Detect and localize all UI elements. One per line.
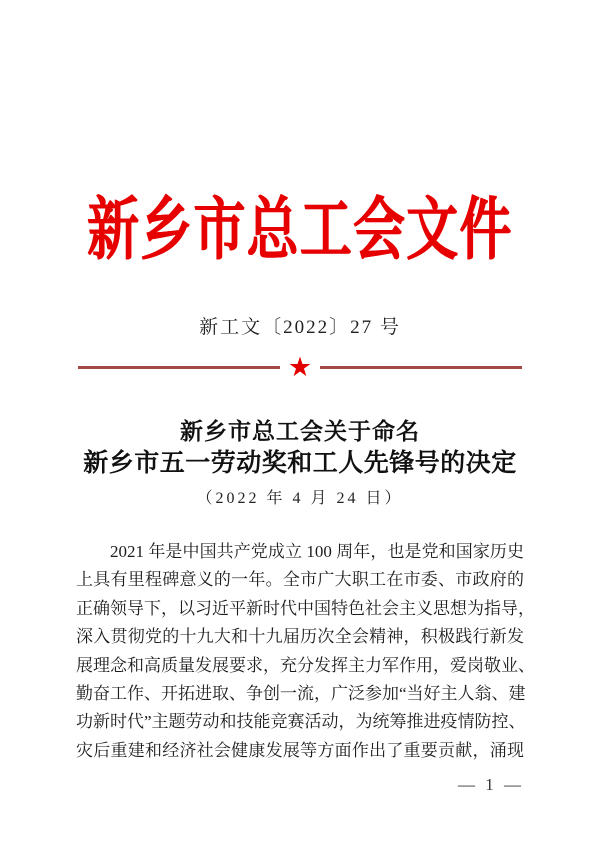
page-number: — 1 — — [458, 775, 524, 795]
masthead-title: 新乡市总工会文件 — [87, 192, 513, 268]
body-line: 正确领导下，以习近平新时代中国特色社会主义思想为指导， — [76, 598, 535, 618]
body-line: 深入贯彻党的十九大和十九届历次全会精神，积极践行新发 — [76, 627, 524, 647]
body-line: 展理念和高质量发展要求，充分发挥主力军作用，爱岗敬业、 — [76, 655, 535, 675]
body-line: 勤奋工作、开拓进取、争创一流，广泛参加“当好主人翁、建 — [76, 683, 526, 703]
divider-line-right — [320, 366, 522, 369]
body-paragraph — [76, 538, 535, 765]
decision-heading — [0, 417, 600, 511]
body-line: 功新时代”主题劳动和技能竞赛活动，为统筹推进疫情防控、 — [76, 712, 526, 732]
heading-line-2: 新乡市五一劳动奖和工人先锋号的决定 — [83, 450, 517, 477]
heading-line-1: 新乡市总工会关于命名 — [180, 419, 420, 444]
document-number: 新工文〔2022〕27 号 — [199, 317, 401, 338]
red-divider — [78, 353, 522, 381]
heading-date: （2022 年 4 月 24 日） — [196, 490, 404, 507]
star-icon: ★ — [287, 352, 313, 382]
body-line: 灾后重建和经济社会健康发展等方面作出了重要贡献，涌现 — [76, 740, 524, 760]
body-line: 2021 年是中国共产党成立 100 周年，也是党和国家历史 — [110, 542, 524, 561]
body-line: 上具有里程碑意义的一年。全市广大职工在市委、市政府的 — [76, 570, 524, 590]
masthead — [0, 186, 600, 274]
divider-line-left — [78, 366, 280, 369]
